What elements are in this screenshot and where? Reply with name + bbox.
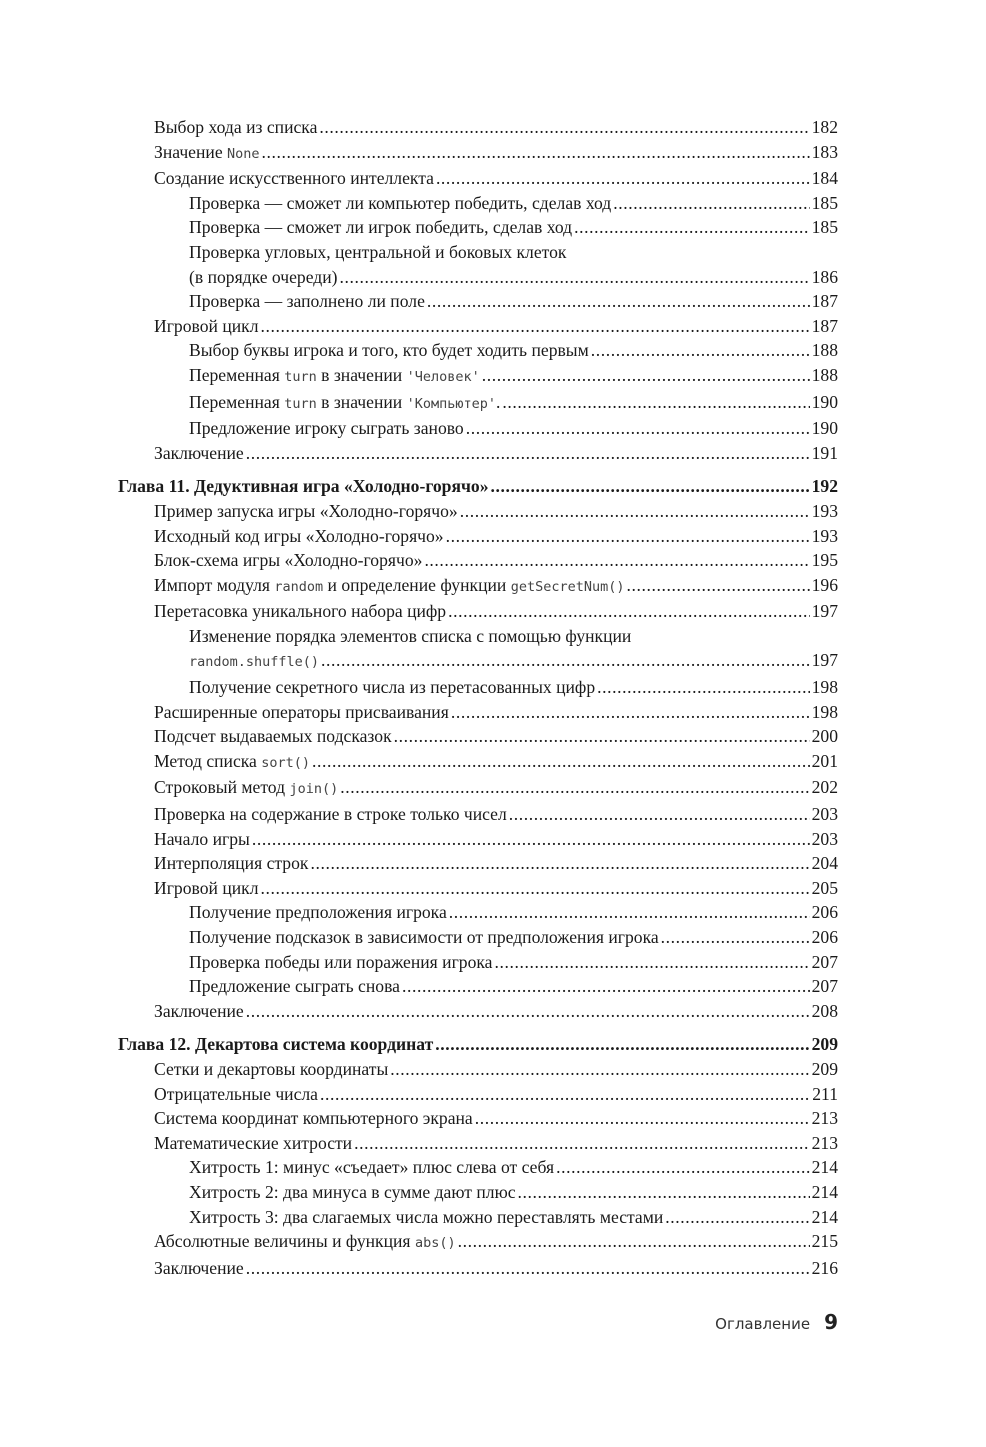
toc-subsection[interactable] <box>118 900 838 925</box>
toc-page-number: 214 <box>811 1157 838 1178</box>
page-footer <box>715 1310 838 1334</box>
toc-entry-title <box>189 648 319 675</box>
toc-entry-title <box>189 390 500 417</box>
toc-entry-title <box>154 1082 318 1107</box>
toc-section[interactable] <box>118 1057 838 1082</box>
dot-leader <box>262 140 810 165</box>
dot-leader <box>597 675 809 700</box>
toc-text: Глава 11. Дедуктивная игра «Холодно-горячо» <box>118 476 489 497</box>
toc-section[interactable] <box>118 548 838 573</box>
toc-text: Проверка — сможет ли игрок победить, сделав ход <box>189 217 573 238</box>
toc-code-text: turn <box>284 395 317 412</box>
dot-leader <box>509 802 810 827</box>
running-footer-section: Оглавление <box>715 1315 811 1333</box>
toc-entry-title <box>189 675 595 700</box>
toc-page-number: 206 <box>811 927 838 947</box>
toc-page-number: 184 <box>811 168 838 189</box>
dot-leader <box>482 363 810 388</box>
toc-text: Проверка на содержание в строке только чисел <box>154 804 507 825</box>
toc-page-number: 185 <box>811 192 838 213</box>
toc-text: . <box>496 391 501 412</box>
dot-leader <box>458 1229 810 1254</box>
toc-page-number: 207 <box>811 976 838 997</box>
toc-page-number: 196 <box>811 574 838 595</box>
toc-section[interactable] <box>118 140 838 167</box>
dot-leader <box>661 925 810 950</box>
dot-leader <box>627 573 810 598</box>
toc-text: Математические хитрости <box>154 1132 353 1153</box>
toc-entry-first-line[interactable]: Проверка угловых, центральной и боковых клеток <box>189 241 567 262</box>
dot-leader <box>502 390 809 415</box>
dot-leader <box>613 191 809 216</box>
toc-code-text: random <box>274 578 324 595</box>
toc-page-number: 209 <box>811 1034 838 1055</box>
dot-leader <box>466 416 810 441</box>
toc-text: Хитрость 2: два минуса в сумме дают плюс <box>189 1181 516 1202</box>
toc-entry-title <box>154 1229 456 1256</box>
toc-text: Заключение <box>154 1000 244 1021</box>
toc-page-number: 205 <box>811 877 838 898</box>
toc-page-number: 213 <box>811 1132 838 1153</box>
toc-entry-title <box>189 974 400 999</box>
toc-entry-title <box>118 474 489 499</box>
toc-text: Переменная <box>189 364 285 385</box>
toc-page-number: 183 <box>811 141 838 162</box>
toc-text: Блок-схема игры «Холодно-горячо» <box>154 550 423 571</box>
toc-section[interactable] <box>118 1256 838 1281</box>
toc-page-number: 209 <box>811 1058 838 1079</box>
dot-leader <box>320 1082 810 1107</box>
toc-subsection[interactable] <box>118 950 838 975</box>
toc-section[interactable] <box>118 999 838 1024</box>
toc-entry-title <box>189 1155 554 1180</box>
toc-text: Игровой цикл <box>154 315 259 336</box>
toc-page-number: 206 <box>811 902 838 923</box>
toc-entry-title <box>154 749 310 776</box>
dot-leader <box>449 900 810 925</box>
toc-page-number: 182 <box>811 117 838 137</box>
toc-entry-title <box>154 441 244 466</box>
dot-leader <box>246 999 810 1024</box>
dot-leader <box>427 289 810 314</box>
toc-page-number: 198 <box>811 701 838 722</box>
toc-page-number: 208 <box>811 1000 838 1021</box>
toc-page-number: 193 <box>811 525 838 546</box>
toc-entry-title <box>154 851 308 876</box>
toc-text: и определение функции <box>323 574 511 595</box>
toc-entry-title <box>154 1256 244 1281</box>
dot-leader <box>518 1180 810 1205</box>
toc-code-text: abs() <box>414 1235 456 1252</box>
toc-subsection[interactable] <box>118 416 838 441</box>
toc-page-number: 185 <box>811 217 838 238</box>
toc-entry-title <box>189 215 572 240</box>
toc-entry-title <box>189 338 589 363</box>
toc-page-number: 187 <box>811 315 838 336</box>
dot-leader <box>402 974 810 999</box>
toc-entry-title <box>189 900 447 925</box>
toc-page-number: 201 <box>811 750 838 771</box>
toc-code-text: 'Компьютер' <box>406 395 497 412</box>
toc-entry-title <box>154 140 260 167</box>
toc-subsection[interactable] <box>118 648 838 675</box>
toc-section[interactable] <box>118 599 838 624</box>
toc-entry-title <box>154 524 444 549</box>
dot-leader <box>460 499 810 524</box>
toc-page-number: 214 <box>811 1206 838 1227</box>
toc-section[interactable] <box>118 441 838 466</box>
dot-leader <box>494 950 809 975</box>
toc-text: в значении <box>316 364 407 385</box>
toc-text: Абсолютные величины и функция <box>154 1231 415 1252</box>
toc-entry-title <box>154 827 250 852</box>
toc-text: Начало игры <box>154 828 250 849</box>
toc-section[interactable] <box>118 851 838 876</box>
toc-entry-title <box>189 1180 516 1205</box>
toc-section[interactable] <box>118 827 838 852</box>
toc-text: Заключение <box>154 1257 244 1278</box>
toc-text: Метод списка <box>154 750 262 771</box>
toc-page-number: 200 <box>811 726 838 747</box>
toc-page-number: 188 <box>811 340 838 361</box>
toc-section[interactable] <box>118 166 838 191</box>
toc-entry-title <box>154 999 244 1024</box>
toc-subsection[interactable] <box>118 215 838 240</box>
toc-code-text: join() <box>289 781 339 798</box>
dot-leader <box>310 851 809 876</box>
toc-page-number: 215 <box>811 1231 838 1252</box>
toc-code-text: 'Человек' <box>406 368 480 385</box>
toc-chapter[interactable] <box>118 474 838 499</box>
toc-subsection[interactable] <box>118 1205 838 1230</box>
toc-page-number: 187 <box>811 291 838 312</box>
toc-subsection[interactable] <box>118 289 838 314</box>
toc-page-number: 197 <box>811 650 838 671</box>
toc-text: Система координат компьютерного экрана <box>154 1108 473 1129</box>
toc-text: Предложение игроку сыграть заново <box>189 418 464 439</box>
dot-leader <box>340 775 809 800</box>
dot-leader <box>435 1032 809 1057</box>
toc-page-number: 186 <box>811 266 838 287</box>
toc-section[interactable] <box>118 749 838 776</box>
toc-text: Игровой цикл <box>154 877 259 898</box>
toc-text: Переменная <box>189 391 285 412</box>
toc-chapter[interactable] <box>118 1032 838 1057</box>
dot-leader <box>340 265 810 290</box>
toc-text: Проверка — заполнено ли поле <box>189 291 425 312</box>
dot-leader <box>260 314 809 339</box>
toc-code-text: None <box>227 145 260 162</box>
toc-page-number: 203 <box>811 804 838 825</box>
toc-entry-title <box>189 191 611 216</box>
toc-page-number: 188 <box>811 364 838 385</box>
toc-page-number: 213 <box>811 1108 838 1129</box>
toc-entry-title <box>154 802 507 827</box>
toc-entry-title <box>189 416 464 441</box>
toc-subsection[interactable] <box>118 1180 838 1205</box>
toc-page-number: 214 <box>811 1181 838 1202</box>
toc-section[interactable] <box>118 876 838 901</box>
toc-entry-title <box>154 115 317 140</box>
toc-text: Предложение сыграть снова <box>189 976 400 997</box>
toc-text: Проверка победы или поражения игрока <box>189 951 493 972</box>
toc-text: Хитрость 3: два слагаемых числа можно переставлять местами <box>189 1206 664 1227</box>
toc-section[interactable] <box>118 700 838 725</box>
dot-leader <box>424 548 809 573</box>
dot-leader <box>475 1106 810 1131</box>
toc-entry-title <box>118 1032 433 1057</box>
dot-leader <box>390 1057 809 1082</box>
toc-section[interactable] <box>118 1131 838 1156</box>
toc-text: Значение <box>154 141 228 162</box>
toc-page-number: 190 <box>811 391 838 412</box>
toc-subsection[interactable] <box>118 265 838 290</box>
toc-entry-title <box>189 950 492 975</box>
toc-text: Получение предположения игрока <box>189 902 447 923</box>
toc-text: Хитрость 1: минус «съедает» плюс слева от себя <box>189 1157 555 1178</box>
toc-text: Заключение <box>154 442 244 463</box>
toc-page-number: 195 <box>811 550 838 571</box>
dot-leader <box>556 1155 810 1180</box>
dot-leader <box>260 876 809 901</box>
toc-entry-title <box>154 499 458 524</box>
toc-page-number: 198 <box>811 677 838 698</box>
toc-entry-title <box>154 314 258 339</box>
toc-page-number: 197 <box>811 601 838 622</box>
toc-text: Сетки и декартовы координаты <box>154 1058 389 1079</box>
toc-text: Создание искусственного интеллекта <box>154 168 434 189</box>
dot-leader <box>252 827 810 852</box>
toc-entry-title <box>154 775 338 802</box>
toc-section[interactable] <box>118 524 838 549</box>
toc-subsection[interactable] <box>118 363 838 390</box>
toc-page-number: 202 <box>811 777 838 798</box>
toc-section[interactable] <box>118 573 838 600</box>
dot-leader <box>246 1256 810 1281</box>
toc-page-number: 204 <box>811 853 838 874</box>
dot-leader <box>246 441 810 466</box>
toc-code-text: random.shuffle() <box>189 654 320 671</box>
toc-page-number: 193 <box>811 500 838 521</box>
toc-text: (в порядке очереди) <box>189 266 338 287</box>
toc-entry-title <box>189 1205 663 1230</box>
dot-leader <box>451 700 810 725</box>
dot-leader <box>446 524 810 549</box>
dot-leader <box>491 474 810 499</box>
toc-code-text: turn <box>284 368 317 385</box>
toc-text: Выбор буквы игрока и того, кто будет ходить первым <box>189 340 589 361</box>
toc-entry-title <box>154 166 434 191</box>
toc-text: Получение секретного числа из перетасованных цифр <box>189 677 596 698</box>
toc-section[interactable] <box>118 1229 838 1256</box>
toc-text: Подсчет выдаваемых подсказок <box>154 726 392 747</box>
toc-text: Отрицательные числа <box>154 1083 318 1104</box>
toc-entry-title <box>154 724 392 749</box>
dot-leader <box>574 215 810 240</box>
toc-section[interactable] <box>118 802 838 827</box>
toc-code-text: sort() <box>261 754 311 771</box>
dot-leader <box>448 599 810 624</box>
toc-text: Расширенные операторы присваивания <box>154 701 449 722</box>
table-of-contents <box>118 115 838 1280</box>
toc-section[interactable] <box>118 499 838 524</box>
toc-text: Проверка — сможет ли компьютер победить, сделав ход <box>189 192 612 213</box>
toc-page-number: 191 <box>811 442 838 463</box>
toc-entry-title <box>154 1106 473 1131</box>
dot-leader <box>394 724 810 749</box>
toc-subsection[interactable] <box>118 925 838 950</box>
toc-code-text: getSecretNum() <box>510 578 625 595</box>
toc-text: Глава 12. Декартова система координат <box>118 1034 434 1055</box>
toc-subsection[interactable] <box>118 338 838 363</box>
toc-text: Интерполяция строк <box>154 853 309 874</box>
toc-entry-title <box>154 1057 388 1082</box>
toc-text: в значении <box>316 391 407 412</box>
toc-section[interactable] <box>118 115 838 140</box>
dot-leader <box>321 648 810 673</box>
toc-entry-title <box>154 599 446 624</box>
page-number: 9 <box>824 1310 838 1334</box>
toc-subsection[interactable] <box>118 974 838 999</box>
toc-page-number: 190 <box>811 418 838 439</box>
toc-subsection[interactable] <box>118 1155 838 1180</box>
toc-subsection[interactable] <box>118 390 838 417</box>
dot-leader <box>591 338 810 363</box>
toc-text: Получение подсказок в зависимости от предположения игрока <box>189 927 659 947</box>
toc-page-number: 211 <box>812 1083 838 1104</box>
toc-entry-title <box>154 573 625 600</box>
toc-section[interactable] <box>118 775 838 802</box>
toc-entry-first-line[interactable]: Изменение порядка элементов списка с помощью функции <box>189 625 632 646</box>
toc-section[interactable] <box>118 1082 838 1107</box>
dot-leader <box>436 166 810 191</box>
toc-subsection[interactable] <box>118 191 838 216</box>
toc-entry-title <box>154 548 422 573</box>
toc-text: Пример запуска игры «Холодно-горячо» <box>154 500 458 521</box>
toc-entry-title <box>154 700 449 725</box>
toc-entry-title <box>189 265 338 290</box>
toc-page-number: 192 <box>811 476 838 497</box>
toc-entry-title <box>154 876 258 901</box>
toc-text: Выбор хода из списка <box>154 117 318 137</box>
toc-subsection[interactable] <box>118 675 838 700</box>
toc-page-number: 207 <box>811 951 838 972</box>
dot-leader <box>665 1205 809 1230</box>
toc-entry-title <box>154 1131 352 1156</box>
toc-section[interactable] <box>118 1106 838 1131</box>
toc-text: Строковый метод <box>154 777 290 798</box>
toc-section[interactable] <box>118 724 838 749</box>
toc-text: Перетасовка уникального набора цифр <box>154 601 447 622</box>
dot-leader <box>354 1131 810 1156</box>
toc-text: Импорт модуля <box>154 574 275 595</box>
toc-text: Исходный код игры «Холодно-горячо» <box>154 525 444 546</box>
toc-entry-title <box>189 925 659 950</box>
dot-leader <box>312 749 810 774</box>
toc-page-number: 216 <box>811 1257 838 1278</box>
toc-entry-title <box>189 363 480 390</box>
toc-entry-title <box>189 289 425 314</box>
dot-leader <box>319 115 809 140</box>
toc-page-number: 203 <box>811 828 838 849</box>
toc-section[interactable] <box>118 314 838 339</box>
